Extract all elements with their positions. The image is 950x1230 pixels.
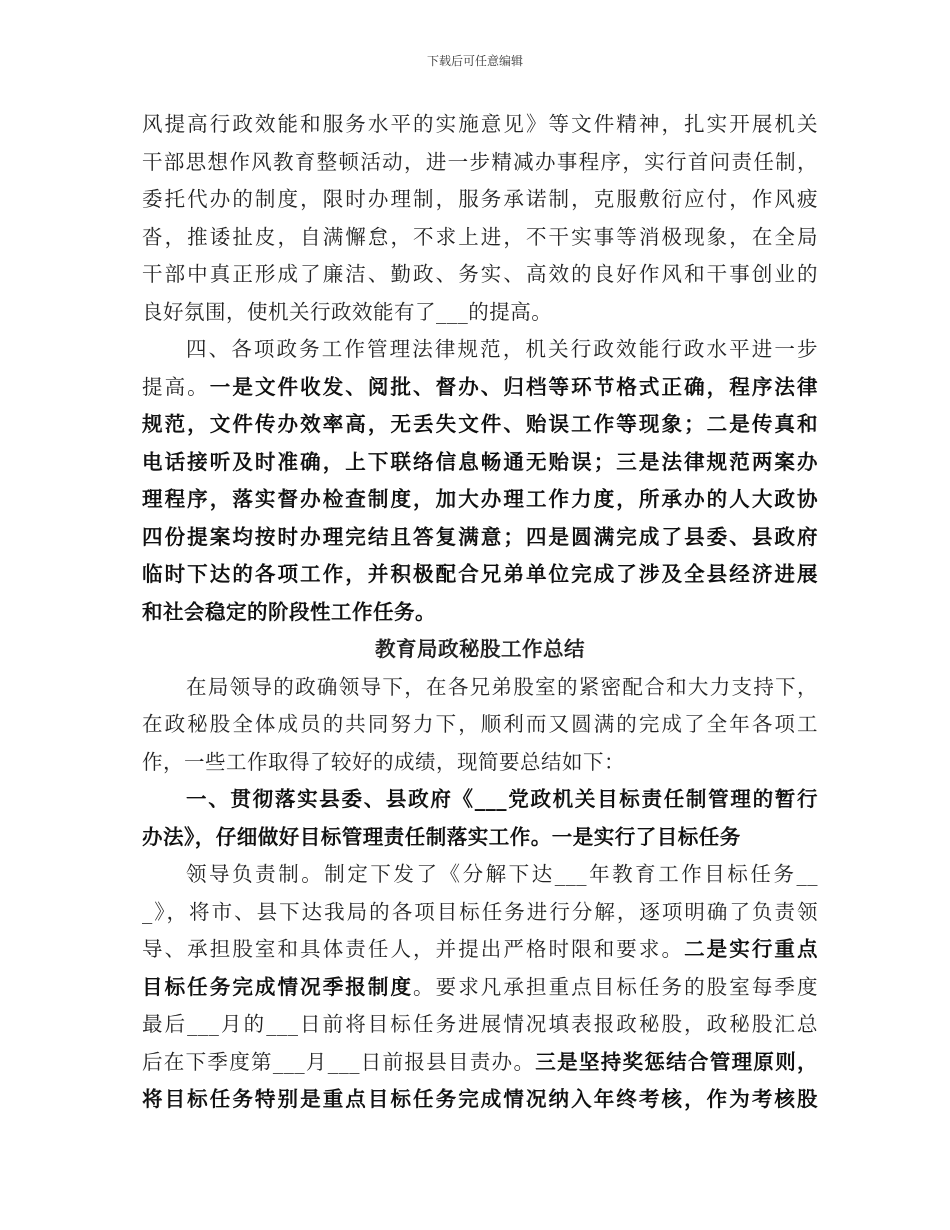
- section-heading-line: [142, 331, 818, 369]
- bold-line: [142, 481, 818, 519]
- text-span: 。要求凡承担重点目标任务的股室每季度: [413, 974, 819, 999]
- text-span: _》，将市、县下达我局的各项目标任务进行分解，逐项明确了负责领: [142, 899, 818, 924]
- bold-line: [142, 519, 818, 557]
- bold-span: 理程序，落实督办检查制度，加大办理工作力度，所承办的人大政协: [142, 487, 818, 511]
- bold-span: 三是坚持奖惩结合管理原则，: [535, 1049, 819, 1074]
- document-title: [142, 631, 818, 669]
- bold-span: 一是文件收发、阅批、督办、归档等环节格式正确，程序法律: [209, 374, 819, 399]
- bold-span: 和社会稳定的阶段性工作任务。: [142, 599, 436, 624]
- bold-span: 将目标任务特别是重点目标任务完成情况纳入年终考核，作为考核股: [142, 1087, 818, 1111]
- text-span: 干部思想作风教育整顿活动，进一步精减办事程序，实行首问责任制，: [142, 149, 818, 174]
- text-span: 在局领导的政确领导下，在各兄弟股室的紧密配合和大力支持下，: [186, 674, 818, 699]
- text-span: 沓，推诿扯皮，自满懈怠，不求上进，不干实事等消极现象，在全局: [142, 224, 818, 249]
- text-line: [142, 931, 818, 969]
- text-span: 提高。: [142, 374, 210, 399]
- bold-line: [142, 406, 818, 444]
- bold-span: 二是实行重点: [684, 937, 819, 961]
- text-span: 风提高行政效能和服务水平的实施意见》等文件精神，扎实开展机关: [142, 112, 818, 136]
- text-line: [142, 1006, 818, 1044]
- bold-line: [142, 594, 818, 632]
- bold-line: [142, 819, 818, 857]
- text-span: 四、各项政务工作管理法律规范，机关行政效能行政水平进一步: [186, 337, 818, 361]
- page-header: 下载后可任意编辑: [426, 54, 523, 68]
- bold-span: 一、贯彻落实县委、县政府《___党政机关目标责任制管理的暂行: [186, 787, 818, 811]
- bold-line: [142, 556, 818, 594]
- text-span: 在政秘股全体成员的共同努力下，顺利而又圆满的完成了全年各项工: [142, 712, 818, 736]
- text-line: [142, 706, 818, 744]
- text-span: 后在下季度第___月___日前报县目责办。: [142, 1049, 536, 1074]
- text-span: 作，一些工作取得了较好的成绩，现简要总结如下：: [142, 749, 625, 774]
- text-line: [142, 969, 818, 1007]
- text-span: 领导负责制。制定下发了《分解下达___年教育工作目标任务__: [186, 862, 818, 886]
- text-line: [142, 669, 818, 707]
- text-line: [142, 744, 818, 782]
- bold-span: 办法》，仔细做好目标管理责任制落实工作。一是实行了目标任务: [142, 824, 741, 849]
- text-line: [142, 1044, 818, 1082]
- bold-span: 电话接听及时准确，上下联络信息畅通无贻误；三是法律规范两案办: [142, 449, 818, 474]
- text-line: [142, 294, 818, 332]
- title-text: 教育局政秘股工作总结: [375, 637, 585, 661]
- text-line: [142, 369, 818, 407]
- text-span: 导、承担股室和具体责任人，并提出严格时限和要求。: [142, 937, 685, 961]
- text-span: 良好氛围，使机关行政效能有了___的提高。: [142, 299, 553, 324]
- text-span: 委托代办的制度，限时办理制，服务承诺制，克服敷衍应付，作风疲: [142, 187, 818, 211]
- text-line: [142, 219, 818, 257]
- text-line: [142, 894, 818, 932]
- bold-span: 临时下达的各项工作，并积极配合兄弟单位完成了涉及全县经济进展: [142, 562, 818, 586]
- text-span: 干部中真正形成了廉洁、勤政、务实、高效的良好作风和干事创业的: [142, 262, 818, 286]
- bold-span: 四份提案均按时办理完结且答复满意；四是圆满完成了县委、县政府: [142, 524, 818, 549]
- bold-span: 规范，文件传办效率高，无丢失文件、贻误工作等现象；二是传真和: [142, 412, 818, 436]
- text-line: [142, 106, 818, 144]
- bold-line: [142, 781, 818, 819]
- text-line: [142, 856, 818, 894]
- text-span: 最后___月的___日前将目标任务进展情况填表报政秘股，政秘股汇总: [142, 1012, 818, 1036]
- bold-span: 目标任务完成情况季报制度: [142, 974, 414, 999]
- bold-line: [142, 1081, 818, 1119]
- bold-line: [142, 444, 818, 482]
- text-line: [142, 256, 818, 294]
- text-line: [142, 181, 818, 219]
- document-body: [142, 106, 818, 1119]
- text-line: [142, 144, 818, 182]
